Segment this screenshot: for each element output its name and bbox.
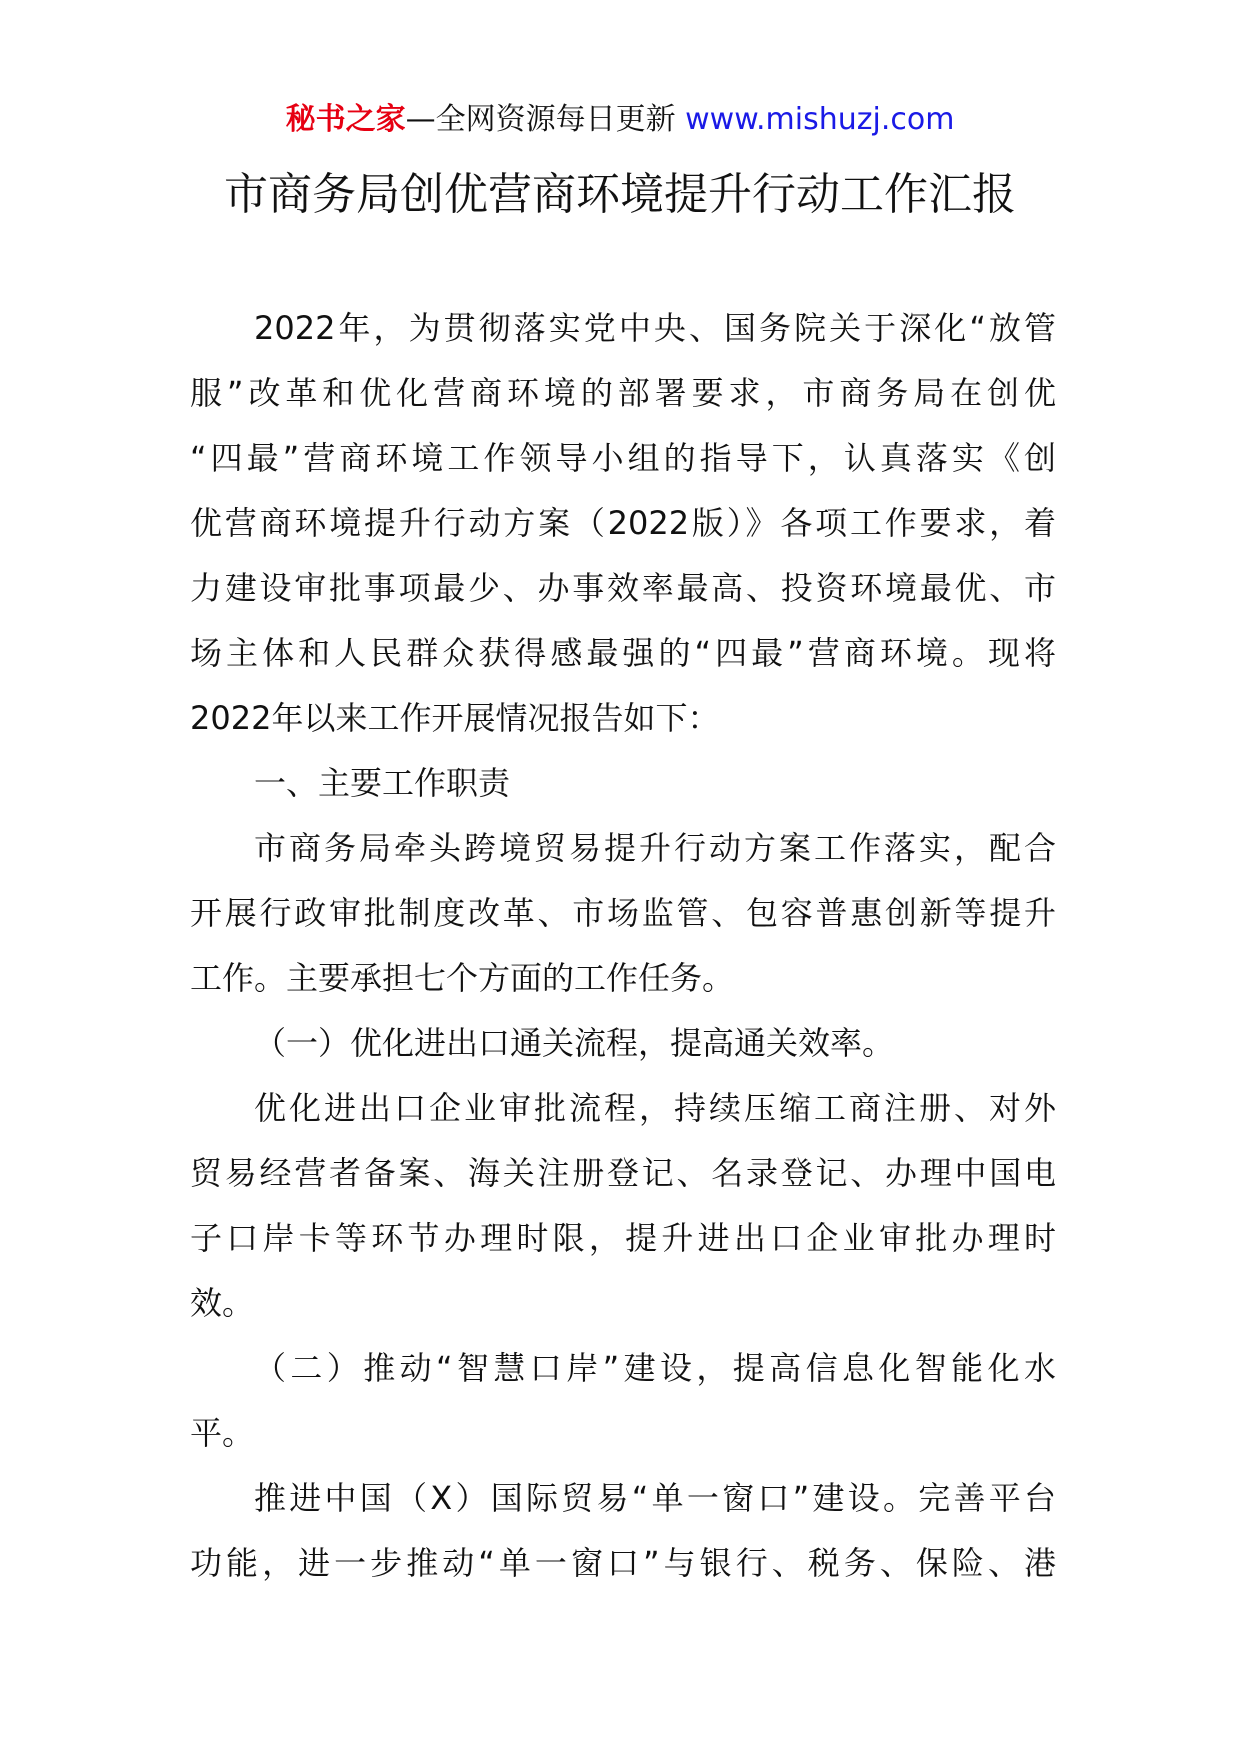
paragraph-line: 市商务局牵头跨境贸易提升行动方案工作落实，配合 [254, 829, 1056, 867]
paragraph-line: 子口岸卡等环节办理时限，提升进出口企业审批办理时 [190, 1219, 1056, 1257]
paragraph-line: 场主体和人民群众获得感最强的“四最”营商环境。现将 [190, 634, 1056, 672]
subsection-heading: （一）优化进出口通关流程，提高通关效率。 [254, 1024, 895, 1062]
header-tagline: —全网资源每日更新 [405, 102, 676, 137]
subsection-heading: （二）推动“智慧口岸”建设，提高信息化智能化水 [254, 1349, 1056, 1387]
header-url[interactable]: www.mishuzj.com [685, 102, 955, 137]
paragraph-line: 功能，进一步推动“单一窗口”与银行、税务、保险、港 [190, 1544, 1056, 1582]
document-title: 市商务局创优营商环境提升行动工作汇报 [224, 169, 1016, 220]
paragraph-line: 工作。主要承担七个方面的工作任务。 [190, 959, 735, 997]
paragraph-line: 开展行政审批制度改革、市场监管、包容普惠创新等提升 [190, 894, 1056, 932]
paragraph-line: 2022年以来工作开展情况报告如下： [190, 699, 720, 737]
paragraph-line: 优化进出口企业审批流程，持续压缩工商注册、对外 [254, 1089, 1056, 1127]
section-heading: 一、主要工作职责 [254, 764, 511, 802]
paragraph-line: 服”改革和优化营商环境的部署要求，市商务局在创优 [190, 374, 1056, 412]
paragraph-line: 优营商环境提升行动方案（2022版）》各项工作要求，着 [190, 504, 1056, 542]
paragraph-line: 力建设审批事项最少、办事效率最高、投资环境最优、市 [190, 569, 1056, 607]
paragraph-line: 推进中国（X）国际贸易“单一窗口”建设。完善平台 [254, 1479, 1056, 1517]
paragraph-line: 贸易经营者备案、海关注册登记、名录登记、办理中国电 [190, 1154, 1056, 1192]
brand-name: 秘书之家 [285, 102, 406, 137]
paragraph-line: “四最”营商环境工作领导小组的指导下，认真落实《创 [190, 439, 1056, 477]
paragraph-line: 效。 [190, 1284, 255, 1322]
document-body [190, 296, 1056, 1596]
watermark-header [0, 100, 1240, 140]
paragraph-line: 2022年，为贯彻落实党中央、国务院关于深化“放管 [254, 309, 1056, 347]
paragraph-line: 平。 [190, 1414, 255, 1452]
